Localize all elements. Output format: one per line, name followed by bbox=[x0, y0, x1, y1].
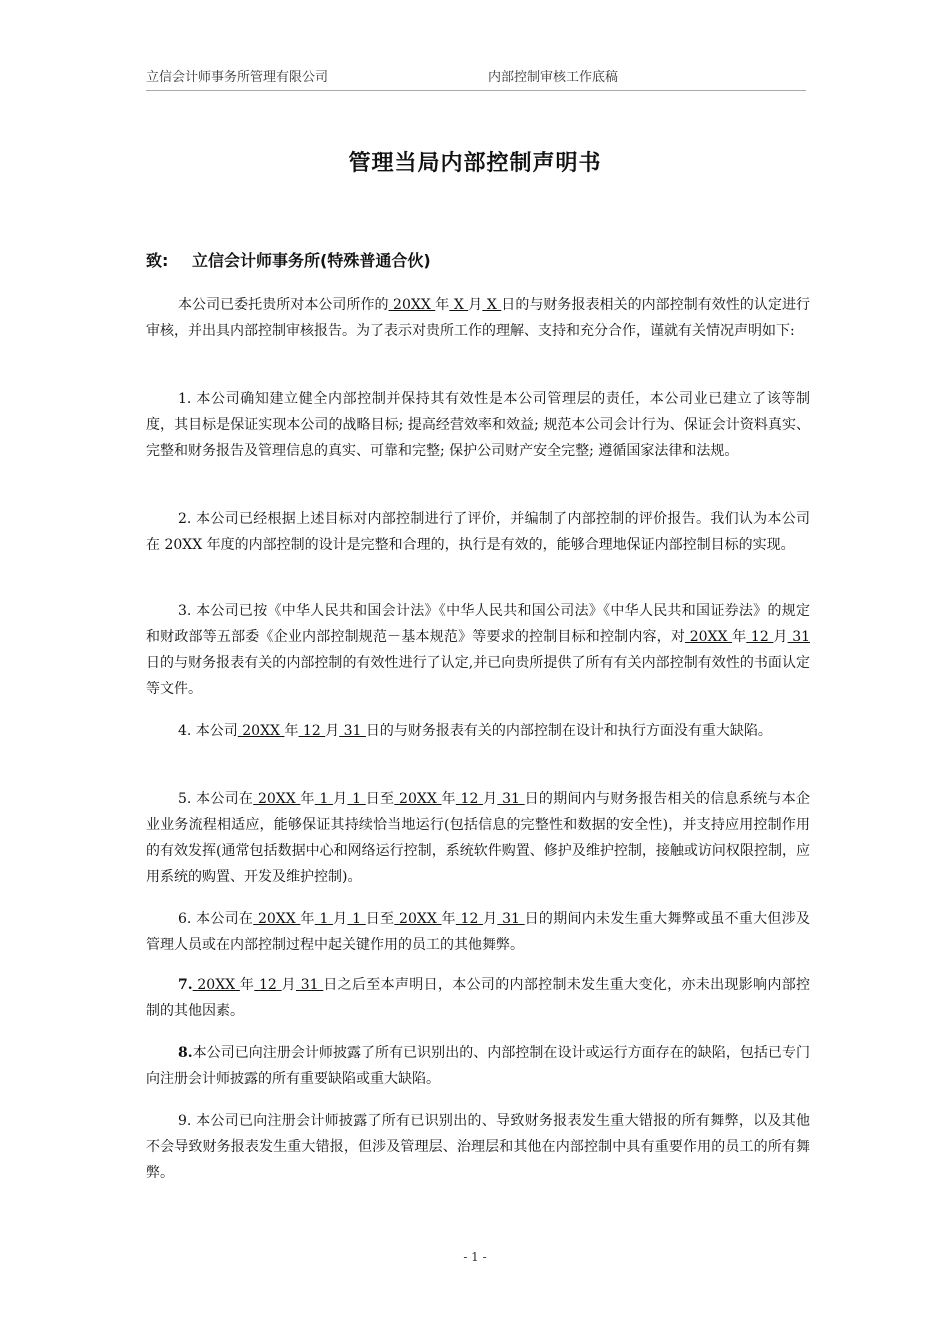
intro-paragraph: 本公司已委托贵所对本公司所作的 20XX 年 X 月 X 日的与财务报表相关的内部控制有效性的认定进行审核，并出具内部控制审核报告。为了表示对贵所工作的理解、支持和充分合作，谨就有关情况声明如下: bbox=[146, 297, 811, 339]
page-number: - 1 - bbox=[463, 1250, 487, 1264]
addressee-label: 致: bbox=[146, 251, 169, 270]
page-header bbox=[146, 66, 806, 86]
item-6: 6. 本公司在 20XX 年 1 月 1 日至 20XX 年 12 月 31 日的期间内未发生重大舞弊或虽不重大但涉及管理人员或在内部控制过程中起关键作用的员工的其他舞弊。 bbox=[146, 911, 810, 953]
addressee-firm: 立信会计师事务所(特殊普通合伙) bbox=[192, 251, 431, 270]
item-2: 2. 本公司已经根据上述目标对内部控制进行了评价，并编制了内部控制的评价报告。我们认为本公司在 20XX 年度的内部控制的设计是完整和合理的，执行是有效的，能够合理地保证内部控制目标的实现。 bbox=[146, 511, 810, 553]
header-firm-name: 立信会计师事务所管理有限公司 bbox=[146, 70, 329, 85]
item-3: 3. 本公司已按《中华人民共和国会计法》《中华人民共和国公司法》《中华人民共和国证券法》的规定和财政部等五部委《企业内部控制规范－基本规范》等要求的控制目标和控制内容，对 20XX 年 12 月 31 日的与财务报表有关的内部控制的有效性进行了认定,并已向贵所提供了所有有关内部控制有效性的书面认定等文件。 bbox=[146, 603, 811, 697]
header-divider bbox=[146, 90, 806, 91]
item-8: 8.本公司已向注册会计师披露了所有已识别出的、内部控制在设计或运行方面存在的缺陷，包括已专门向注册会计师披露的所有重要缺陷或重大缺陷。 bbox=[146, 1045, 810, 1087]
header-doc-type: 内部控制审核工作底稿 bbox=[488, 70, 619, 85]
item-5: 5. 本公司在 20XX 年 1 月 1 日至 20XX 年 12 月 31 日的期间内与财务报告相关的信息系统与本企业业务流程相适应，能够保证其持续恰当地运行(包括信息的完整性和数据的安全性)，并支持应用控制作用的有效发挥(通常包括数据中心和网络运行控制，系统软件购置、修护及维护控制，接触或访问权限控制，应用系统的购置、开发及维护控制)。 bbox=[146, 791, 810, 885]
item-7: 7. 20XX 年 12 月 31 日之后至本声明日，本公司的内部控制未发生重大变化，亦未出现影响内部控制的其他因素。 bbox=[146, 977, 811, 1019]
addressee bbox=[146, 248, 431, 271]
page-title: 管理当局内部控制声明书 bbox=[348, 151, 602, 176]
item-1: 1. 本公司确知建立健全内部控制并保持其有效性是本公司管理层的责任，本公司业已建立了该等制度，其目标是保证实现本公司的战略目标; 提高经营效率和效益; 规范本公司会计行为、保证会计资料真实、完整和财务报告及管理信息的真实、可靠和完整; 保护公司财产安全完整; 遵循国家法律和法规。 bbox=[146, 391, 810, 459]
item-9: 9. 本公司已向注册会计师披露了所有已识别出的、导致财务报表发生重大错报的所有舞弊，以及其他不会导致财务报表发生重大错报，但涉及管理层、治理层和其他在内部控制中具有重要作用的员工的所有舞弊。 bbox=[146, 1113, 810, 1181]
item-4: 4. 本公司 20XX 年 12 月 31 日的与财务报表有关的内部控制在设计和执行方面没有重大缺陷。 bbox=[178, 723, 772, 739]
